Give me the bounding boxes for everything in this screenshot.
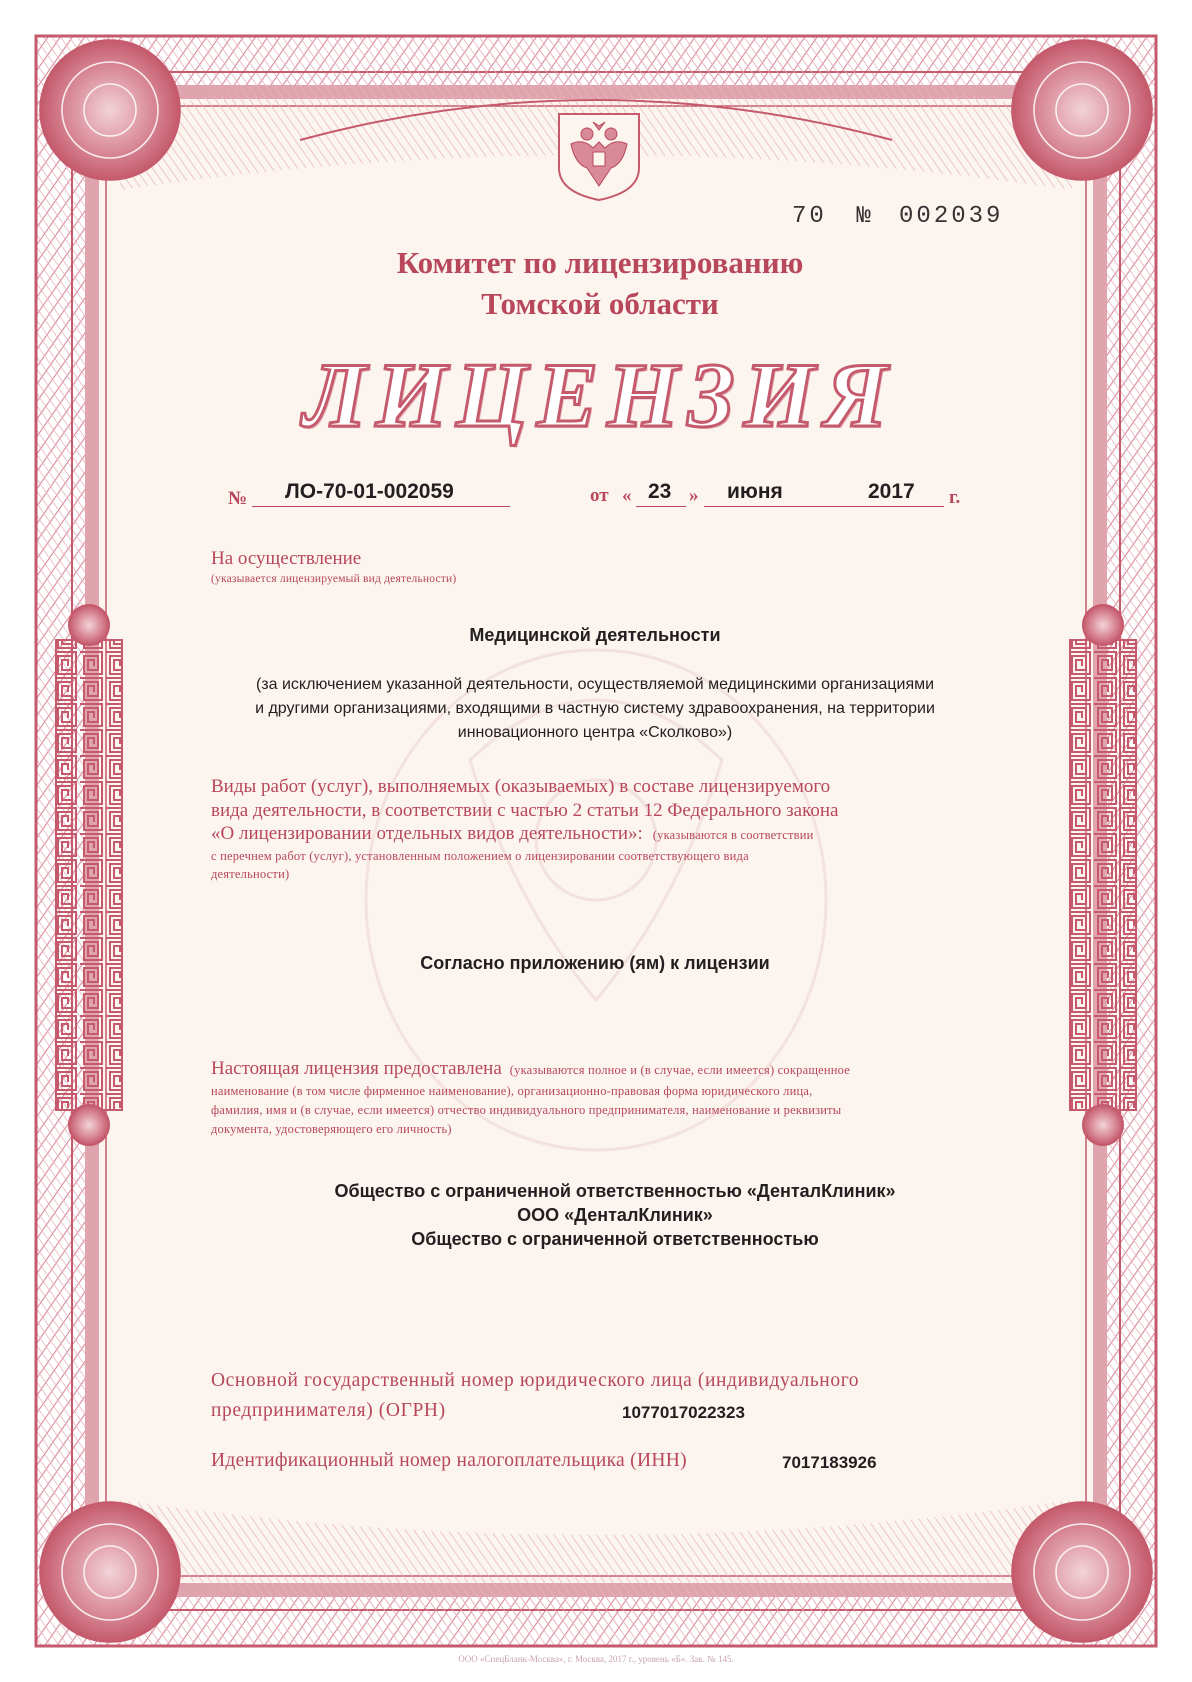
serial-prefix: 70 [792,203,827,230]
activity-exclusion-line-1: (за исключением указанной деятельности, осуществляемой медицинскими организациями [255,676,935,693]
activity-hint: (указывается лицензируемый вид деятельности) [211,573,457,585]
serial-sign: № [856,203,874,230]
works-text-line-3-row [211,823,991,845]
form-serial-number [792,203,1003,230]
licensee-hint-line-4: документа, удостоверяющего его личность) [211,1122,452,1136]
inn-label: Идентификационный номер налогоплательщика (ИНН) [211,1450,687,1471]
works-text-line-2: вида деятельности, в соответствии с частью 2 статьи 12 Федерального закона [211,800,839,821]
year-suffix: г. [949,487,961,508]
printer-imprint: ООО «СпецБланк-Москва», г. Москва, 2017 г., уровень «Б». Зак. № 145. [458,1654,734,1664]
licensee-label: Настоящая лицензия предоставлена [211,1058,502,1079]
works-text-line-1: Виды работ (услуг), выполняемых (оказываемых) в составе лицензируемого [211,776,831,797]
licensee-legal-form: Общество с ограниченной ответственностью [411,1229,819,1249]
licensee-short-name: ООО «ДенталКлиник» [517,1205,713,1225]
licensee-hint-line-1: (указываются полное и (в случае, если имеется) сокращенное [509,1063,851,1077]
licensee-hint-line-2: наименование (в том числе фирменное наименование), организационно-правовая форма юридического лица, [211,1084,813,1098]
date-day: 23 [648,480,672,503]
ogrn-label-line-2: предпринимателя) (ОГРН) [211,1400,446,1421]
inn-value: 7017183926 [782,1453,877,1472]
licensee-label-row [211,1058,991,1080]
document-title: ЛИЦЕНЗИЯ [303,344,897,446]
date-quote-open: « [622,485,632,506]
works-hint-line-3: деятельности) [211,867,290,881]
works-hint-line-1: (указываются в соответствии [652,828,814,842]
serial-number: 002039 [899,203,1004,230]
ogrn-value: 1077017022323 [622,1403,745,1422]
authority-line-1: Комитет по лицензированию [396,245,804,280]
activity-name: Медицинской деятельности [469,625,721,645]
date-from-label: от [590,485,609,506]
ogrn-label-line-1: Основной государственный номер юридического лица (индивидуального [211,1370,860,1391]
activity-exclusion-line-2: и другими организациями, входящими в частную систему здравоохранения, на территории [255,700,935,717]
authority-line-2: Томской области [481,286,719,321]
works-hint-line-2: с перечнем работ (услуг), установленным положением о лицензировании соответствующего вида [211,849,749,863]
licensee-full-name: Общество с ограниченной ответственностью «ДенталКлиник» [334,1181,896,1201]
number-label: № [228,488,248,509]
activity-label: На осуществление [211,548,362,569]
date-year: 2017 [868,480,915,503]
licensee-hint-line-3: фамилия, имя и (в случае, если имеется) отчество индивидуального предпринимателя, наименование и реквизиты [211,1103,842,1117]
date-quote-close: » [689,485,699,506]
works-text-line-3: «О лицензировании отдельных видов деятельности»: [211,823,643,844]
license-number: ЛО-70-01-002059 [285,480,454,503]
works-value: Согласно приложению (ям) к лицензии [420,953,770,973]
date-month: июня [727,480,783,503]
activity-exclusion-line-3: инновационного центра «Сколково») [457,724,733,741]
russian-eagle-emblem-icon [553,108,645,204]
